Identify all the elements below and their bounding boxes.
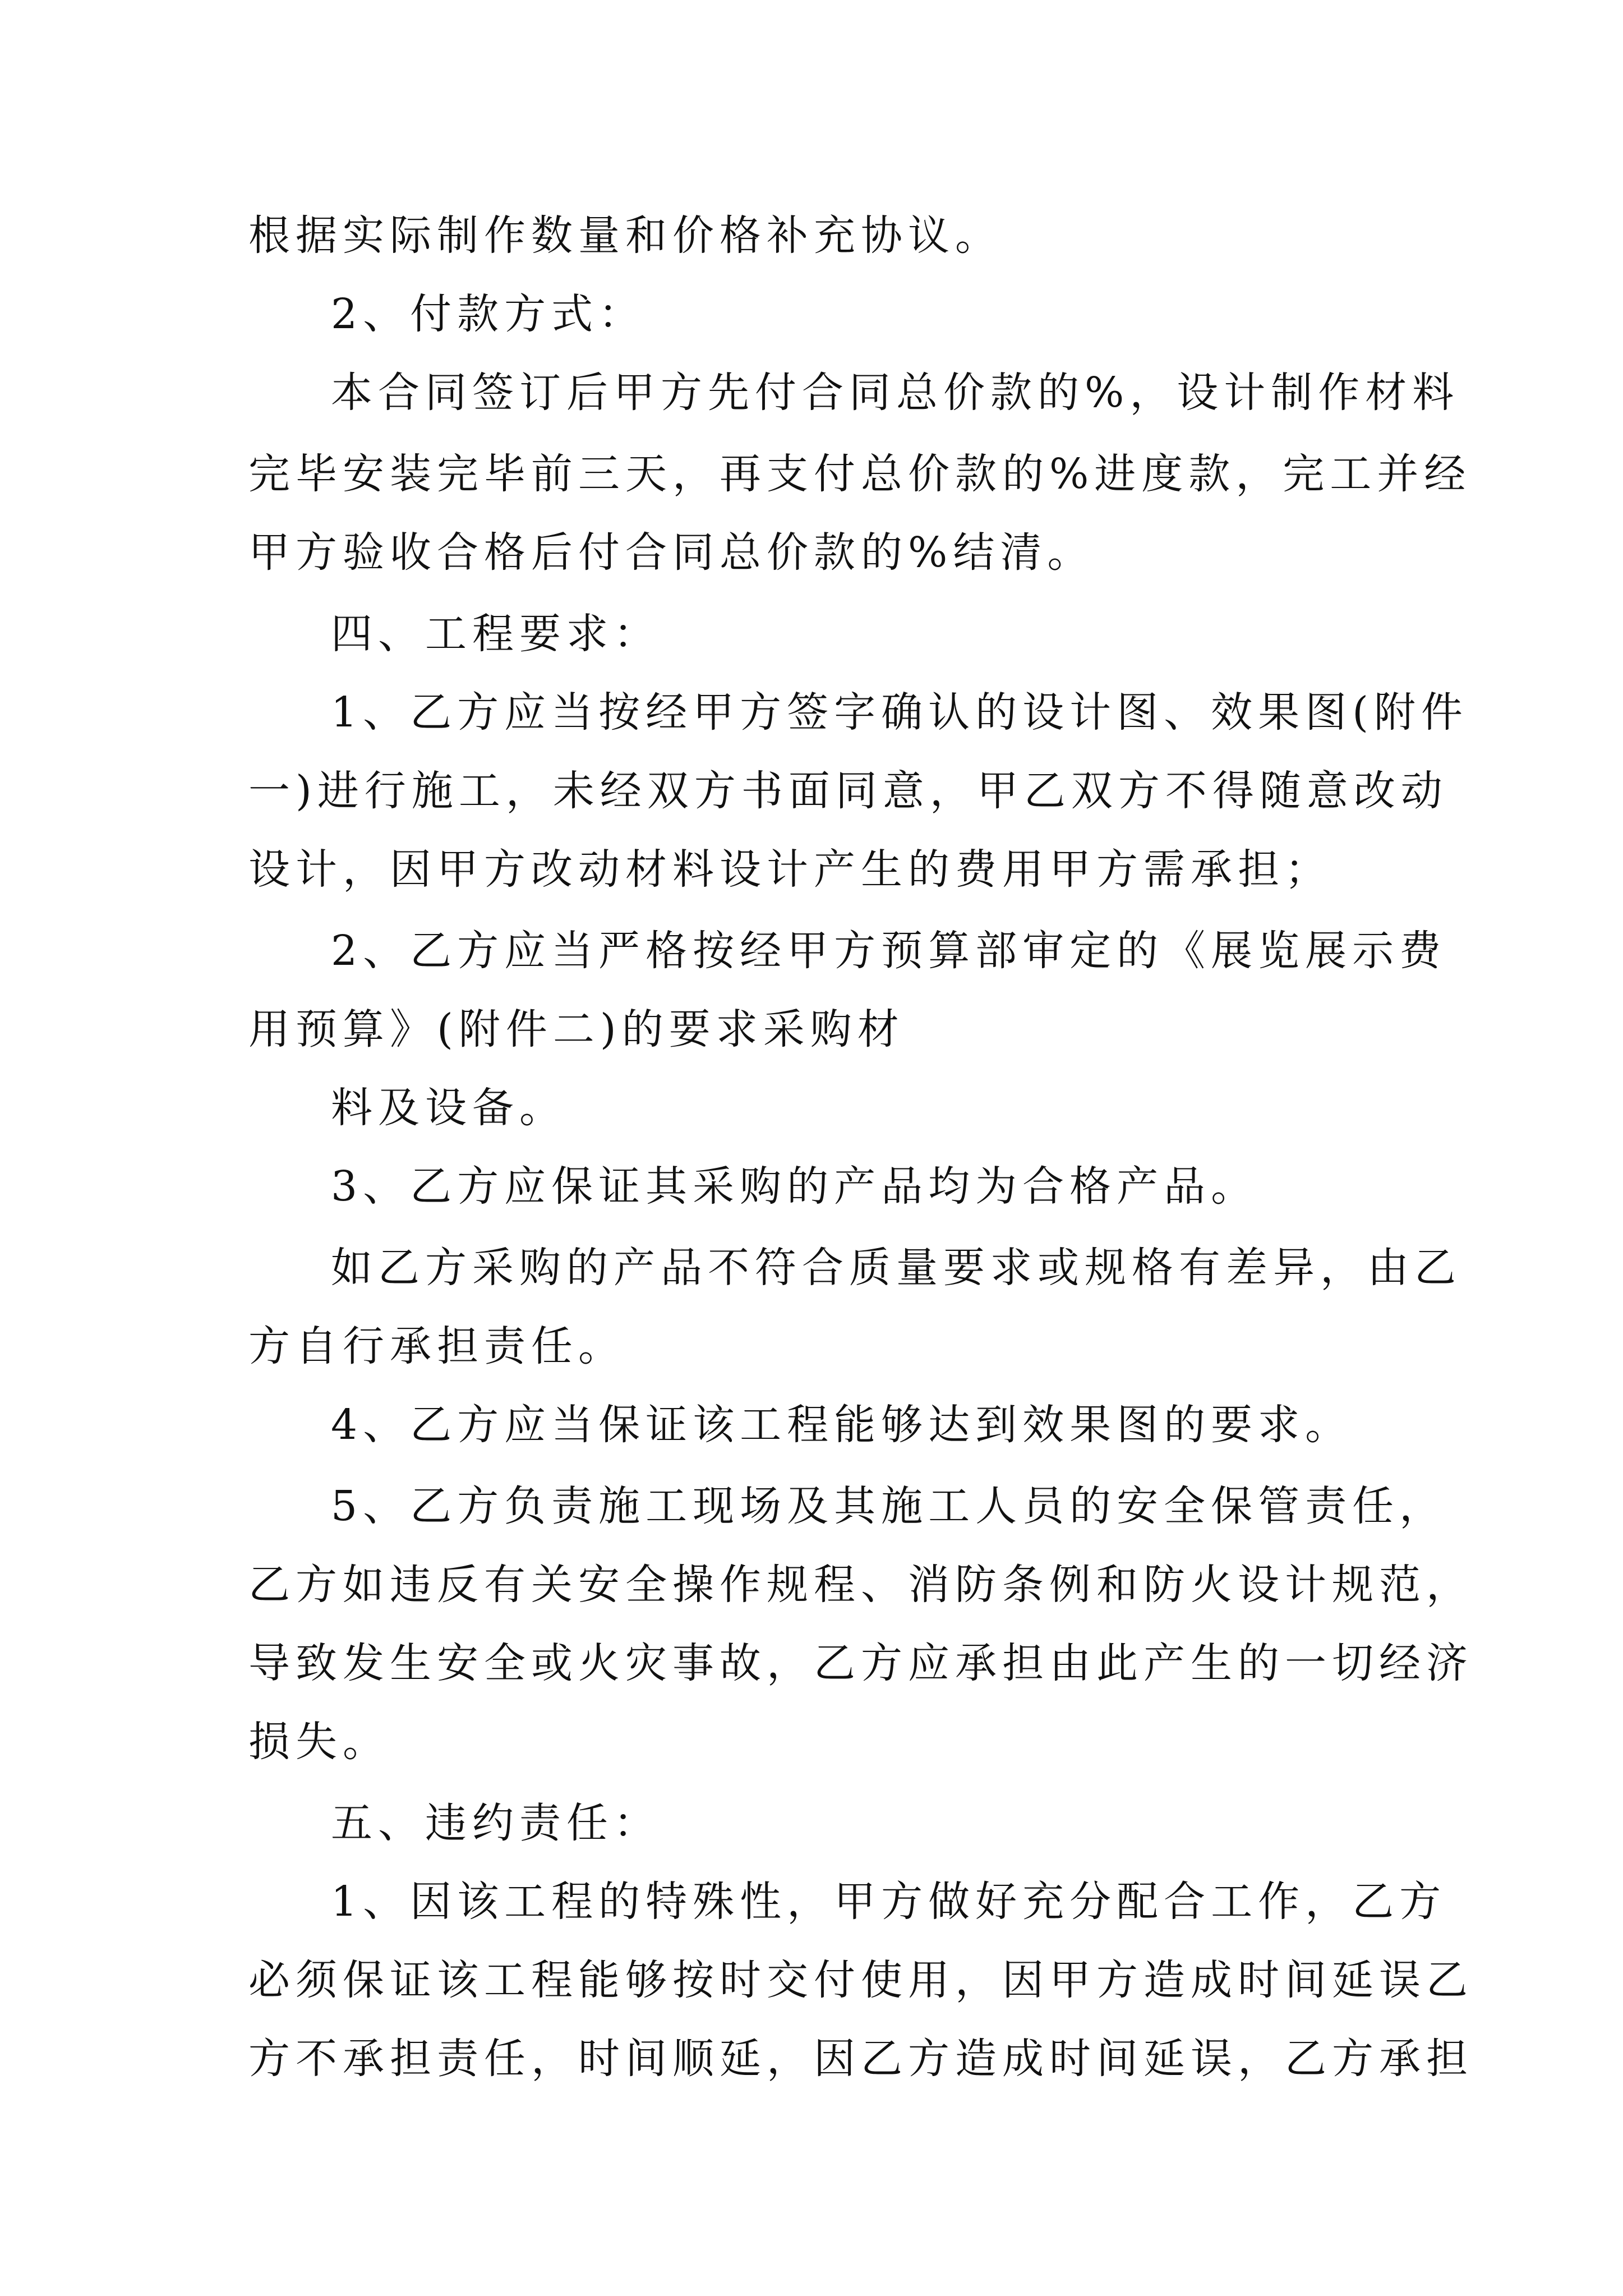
paragraph-line: 损失。 bbox=[248, 1718, 390, 1766]
section-heading: 五、违约责任： bbox=[331, 1799, 661, 1847]
paragraph-line: 用预算》(附件二)的要求采购材 bbox=[248, 1005, 905, 1053]
paragraph-line: 完毕安装完毕前三天，再支付总价款的%进度款，完工并经 bbox=[248, 450, 1472, 498]
paragraph-line: 1、乙方应当按经甲方签字确认的设计图、效果图(附件 bbox=[331, 688, 1468, 737]
paragraph-line: 1、因该工程的特殊性，甲方做好充分配合工作，乙方 bbox=[331, 1878, 1447, 1926]
paragraph-line: 2、乙方应当严格按经甲方预算部审定的《展览展示费 bbox=[331, 927, 1447, 975]
paragraph-line: 4、乙方应当保证该工程能够达到效果图的要求。 bbox=[331, 1401, 1353, 1449]
paragraph-line: 甲方验收合格后付合同总价款的%结清。 bbox=[248, 528, 1095, 577]
paragraph-line: 设计，因甲方改动材料设计产生的费用甲方需承担； bbox=[248, 845, 1332, 894]
paragraph-line: 方自行承担责任。 bbox=[248, 1322, 625, 1370]
paragraph-line: 5、乙方负责施工现场及其施工人员的安全保管责任， bbox=[331, 1482, 1447, 1530]
paragraph-line: 根据实际制作数量和价格补充协议。 bbox=[248, 211, 1002, 260]
paragraph-line: 3、乙方应保证其采购的产品均为合格产品。 bbox=[331, 1162, 1258, 1211]
paragraph-line: 料及设备。 bbox=[331, 1084, 566, 1132]
section-heading: 2、付款方式： bbox=[331, 290, 646, 338]
paragraph-line: 方不承担责任，时间顺延，因乙方造成时间延误，乙方承担 bbox=[248, 2035, 1473, 2083]
paragraph-line: 必须保证该工程能够按时交付使用，因甲方造成时间延误乙 bbox=[248, 1956, 1473, 2004]
paragraph-line: 本合同签订后甲方先付合同总价款的%，设计制作材料 bbox=[331, 369, 1460, 417]
paragraph-line: 乙方如违反有关安全操作规程、消防条例和防火设计规范， bbox=[248, 1561, 1473, 1609]
section-heading: 四、工程要求： bbox=[331, 610, 661, 658]
paragraph-line: 如乙方采购的产品不符合质量要求或规格有差异，由乙 bbox=[331, 1244, 1461, 1292]
paragraph-line: 一)进行施工，未经双方书面同意，甲乙双方不得随意改动 bbox=[248, 767, 1448, 815]
paragraph-line: 导致发生安全或火灾事故，乙方应承担由此产生的一切经济 bbox=[248, 1639, 1473, 1687]
